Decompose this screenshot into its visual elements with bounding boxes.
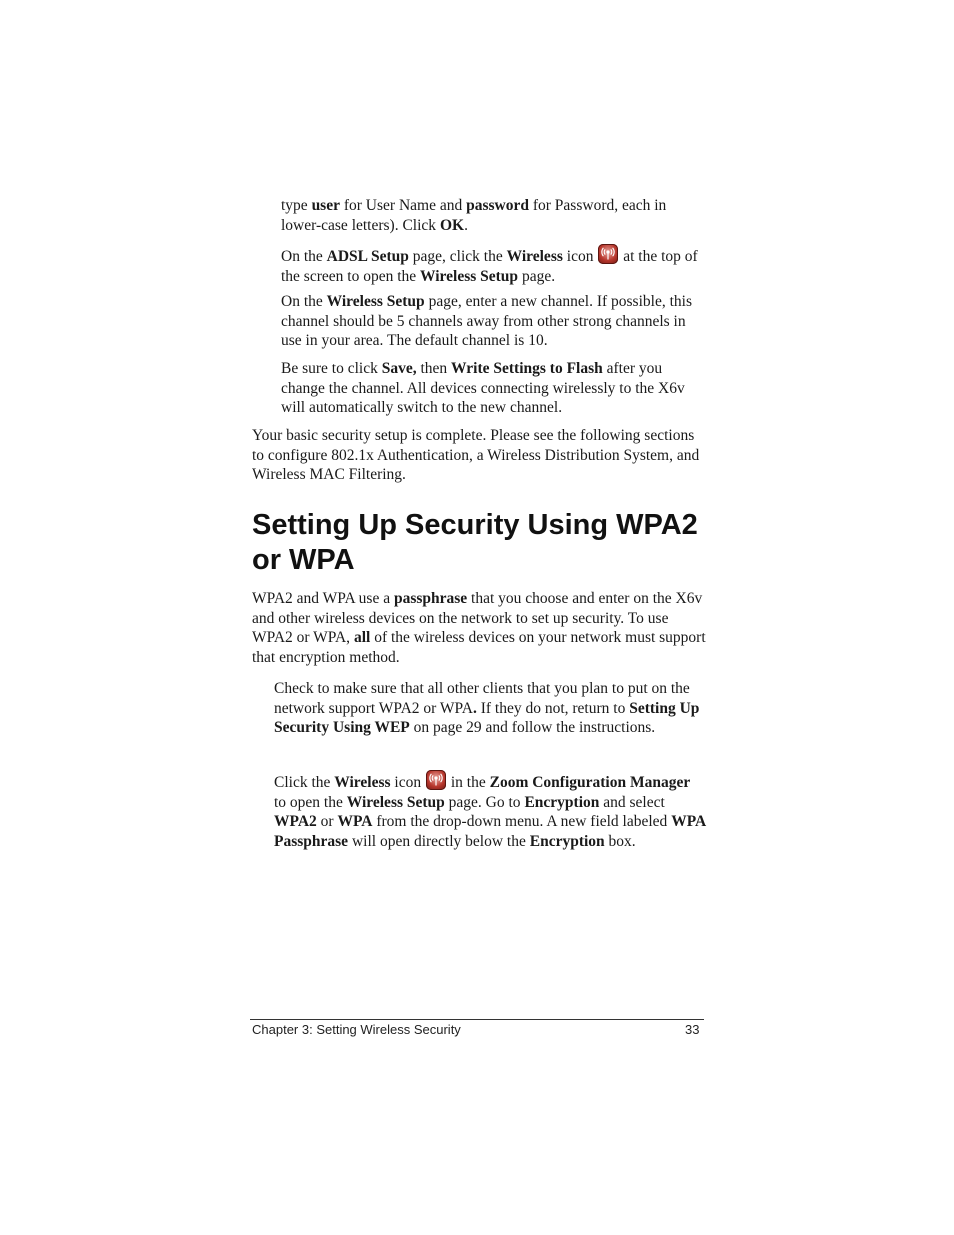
text-run: On the	[281, 248, 327, 265]
section-heading: Setting Up Security Using WPA2 or WPA	[252, 509, 698, 576]
intro-paragraph	[252, 589, 707, 667]
bold-term: Setting Up Security Using WEP	[274, 699, 700, 736]
step-check-clients	[274, 679, 706, 738]
summary-paragraph	[252, 426, 707, 485]
text-run: WPA2 and WPA use a	[252, 590, 394, 607]
text-run: type	[281, 197, 312, 214]
text-run: page, enter a new channel. If possible, this channel should be 5 channels away from other strong channels in use in your area. The default channel is 10.	[281, 293, 692, 349]
bold-term: OK	[439, 216, 465, 234]
text-run: of the wireless devices on your network must support that encryption method.	[252, 629, 706, 666]
text-run: will open directly below the	[348, 832, 530, 850]
text-run: page, click the	[408, 248, 507, 265]
text-run: in the	[446, 774, 490, 791]
text-run: for User Name and	[339, 197, 467, 214]
bold-term: all	[353, 629, 371, 646]
text-run: Your basic security setup is complete. Please see the following sections to configure 802.1x Authentication, a Wireless Distribution System, and Wireless MAC Filtering.	[252, 427, 700, 483]
text-run: On the	[281, 293, 327, 310]
text-run: or	[316, 813, 338, 830]
text-run: from the drop-down menu. A new field labeled	[372, 813, 672, 830]
text-run: for Password, each in lower-case letters). Click	[281, 197, 667, 234]
bold-term: Save,	[381, 360, 417, 377]
bold-term: WPA2	[274, 813, 317, 830]
text-run: icon	[390, 774, 425, 791]
footer-chapter: Chapter 3: Setting Wireless Security	[252, 1022, 461, 1037]
text-run: icon	[562, 248, 598, 265]
bold-term: Wireless	[334, 774, 391, 791]
footer-rule	[250, 1019, 704, 1020]
text-run: box.	[604, 832, 636, 850]
text-run: Be sure to click	[281, 360, 382, 377]
bold-term: user	[311, 197, 340, 214]
bold-term: WPA	[337, 813, 373, 830]
text-run: Click the	[274, 774, 335, 791]
text-run: page. Go to	[444, 793, 525, 811]
step-open-wireless	[281, 244, 706, 286]
bold-term: Wireless Setup	[420, 267, 519, 285]
bold-term: .	[472, 699, 477, 717]
bold-term: ADSL Setup	[326, 248, 409, 265]
wireless-icon	[426, 770, 446, 790]
step-select-encryption	[274, 770, 706, 851]
bold-term: Wireless Setup	[326, 293, 425, 310]
text-run: on page 29 and follow the instructions.	[409, 719, 656, 736]
wireless-icon	[598, 244, 618, 264]
bold-term: Write Settings to Flash	[451, 360, 603, 377]
text-run: page.	[518, 267, 556, 285]
bold-term: Encryption	[524, 793, 600, 811]
step-save-settings	[281, 359, 706, 418]
text-run: If they do not, return to	[476, 699, 630, 717]
text-run: after you change the channel. All devices connecting wirelessly to the X6v will automatically switch to the new channel.	[281, 360, 685, 416]
bold-term: Zoom Configuration Manager	[489, 774, 691, 791]
bold-term: WPA Passphrase	[274, 813, 706, 850]
bold-term: Wireless	[506, 248, 563, 265]
bold-term: passphrase	[393, 590, 468, 607]
bold-term: Wireless Setup	[346, 793, 445, 811]
text-run: .	[464, 216, 468, 234]
step-login	[281, 196, 706, 235]
text-run: to open the	[274, 793, 347, 811]
text-run: that you choose and enter on the X6v and other wireless devices on the network to set up security. To use WPA2 or WPA,	[252, 590, 703, 646]
text-run: at the top of the screen to open the	[281, 248, 698, 285]
text-run: and select	[599, 793, 665, 811]
text-run: then	[416, 360, 452, 377]
footer-page-number: 33	[685, 1022, 700, 1037]
text-run: Check to make sure that all other clients that you plan to put on the network support WPA2 or WPA	[274, 680, 690, 717]
bold-term: password	[466, 197, 529, 214]
bold-term: Encryption	[529, 832, 605, 850]
step-enter-channel	[281, 292, 706, 351]
